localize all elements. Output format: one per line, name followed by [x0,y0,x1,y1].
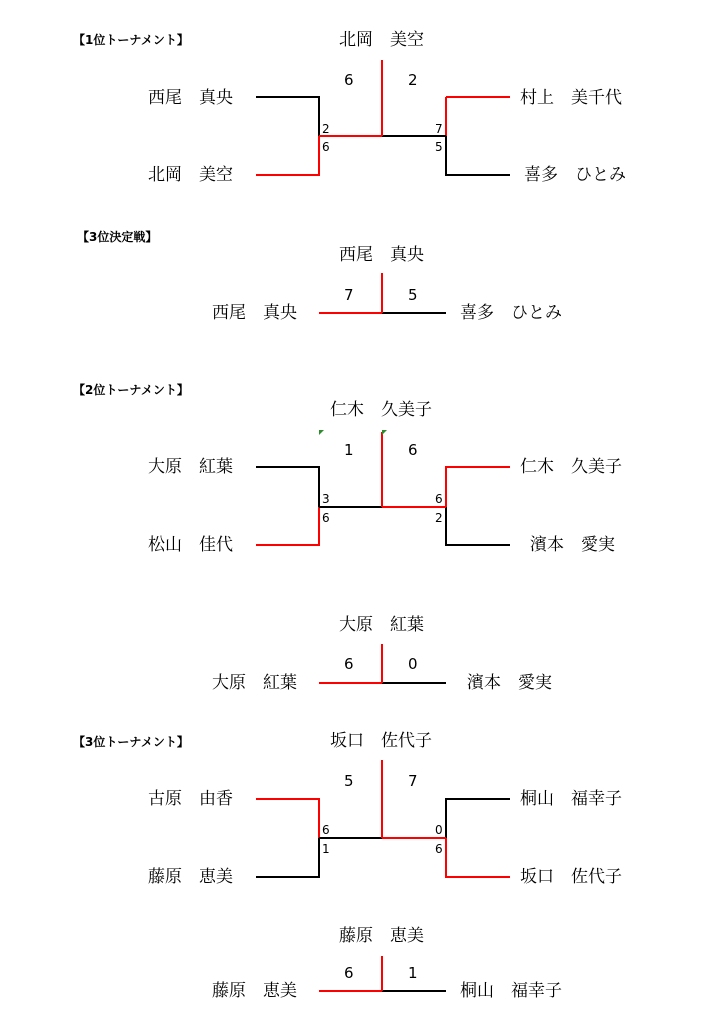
bracket-3rd-final-match [319,956,446,991]
score-left-bottom: 1 [322,842,330,856]
player-left: 藤原 恵美 [212,981,297,1001]
winner-name: 仁木 久美子 [330,400,432,420]
player-left-top: 大原 紅葉 [148,457,233,477]
player-right-bottom: 濱本 愛実 [530,535,615,555]
score-left-bottom: 6 [322,511,330,525]
line-left-bottom [256,838,319,877]
score-right-top: 0 [435,823,443,837]
player-right: 濱本 愛実 [467,673,552,693]
section-title-3rd-place-match: 【3位決定戦】 [77,230,158,244]
score-right: 5 [408,286,418,304]
final-score-left: 6 [344,71,354,89]
winner-name: 西尾 真央 [339,245,424,265]
line-left-top [256,799,319,838]
bracket-1st-tournament [256,60,510,175]
line-left-top [256,467,319,507]
final-score-left: 1 [344,441,354,459]
player-left-bottom: 松山 佳代 [148,535,233,555]
line-left-bottom [256,507,319,545]
score-left-top: 2 [322,122,330,136]
player-right: 桐山 福幸子 [460,981,562,1001]
score-left-top: 3 [322,492,330,506]
winner-name: 北岡 美空 [339,30,424,50]
player-right-top: 仁木 久美子 [520,457,622,477]
section-title-1st-tournament: 【1位トーナメント】 [73,33,189,47]
player-left: 大原 紅葉 [212,673,297,693]
line-right-top [446,799,510,838]
bracket-3rd-tournament [256,760,510,877]
winner-name: 藤原 恵美 [339,926,424,946]
player-right-top: 桐山 福幸子 [520,789,622,809]
score-right-bottom: 6 [435,842,443,856]
final-score-left: 5 [344,772,354,790]
score-left-top: 6 [322,823,330,837]
player-left: 西尾 真央 [212,303,297,323]
player-right-bottom: 坂口 佐代子 [520,867,622,887]
score-right: 0 [408,655,418,673]
line-left-top [256,97,319,136]
final-score-right: 6 [408,441,418,459]
final-score-right: 7 [408,772,418,790]
section-title-2nd-tournament: 【2位トーナメント】 [73,383,189,397]
player-left-bottom: 北岡 美空 [148,165,233,185]
line-left-bottom [256,136,319,175]
score-left-bottom: 6 [322,140,330,154]
score-left: 7 [344,286,354,304]
player-right: 喜多 ひとみ [460,303,562,323]
winner-name: 大原 紅葉 [339,615,424,635]
player-right-top: 村上 美千代 [520,88,622,108]
bracket-2nd-tournament [256,432,510,545]
score-right-top: 7 [435,122,443,136]
score-right: 1 [408,964,418,982]
player-right-bottom: 喜多 ひとみ [524,165,626,185]
player-left-top: 古原 由香 [148,789,233,809]
section-title-3rd-tournament: 【3位トーナメント】 [73,735,189,749]
line-right-bottom [446,838,510,877]
score-right-top: 6 [435,492,443,506]
final-score-right: 2 [408,71,418,89]
bracket-2nd-place-match [319,644,446,683]
line-right-bottom [446,136,510,175]
player-left-top: 西尾 真央 [148,88,233,108]
comment-marker-icon [382,430,387,435]
bracket-3rd-place-match [319,273,446,313]
score-right-bottom: 5 [435,140,443,154]
score-left: 6 [344,964,354,982]
score-right-bottom: 2 [435,511,443,525]
player-left-bottom: 藤原 恵美 [148,867,233,887]
line-right-bottom [446,507,510,545]
line-right-top [446,467,510,507]
comment-marker-icon [319,430,324,435]
score-left: 6 [344,655,354,673]
winner-name: 坂口 佐代子 [330,731,432,751]
